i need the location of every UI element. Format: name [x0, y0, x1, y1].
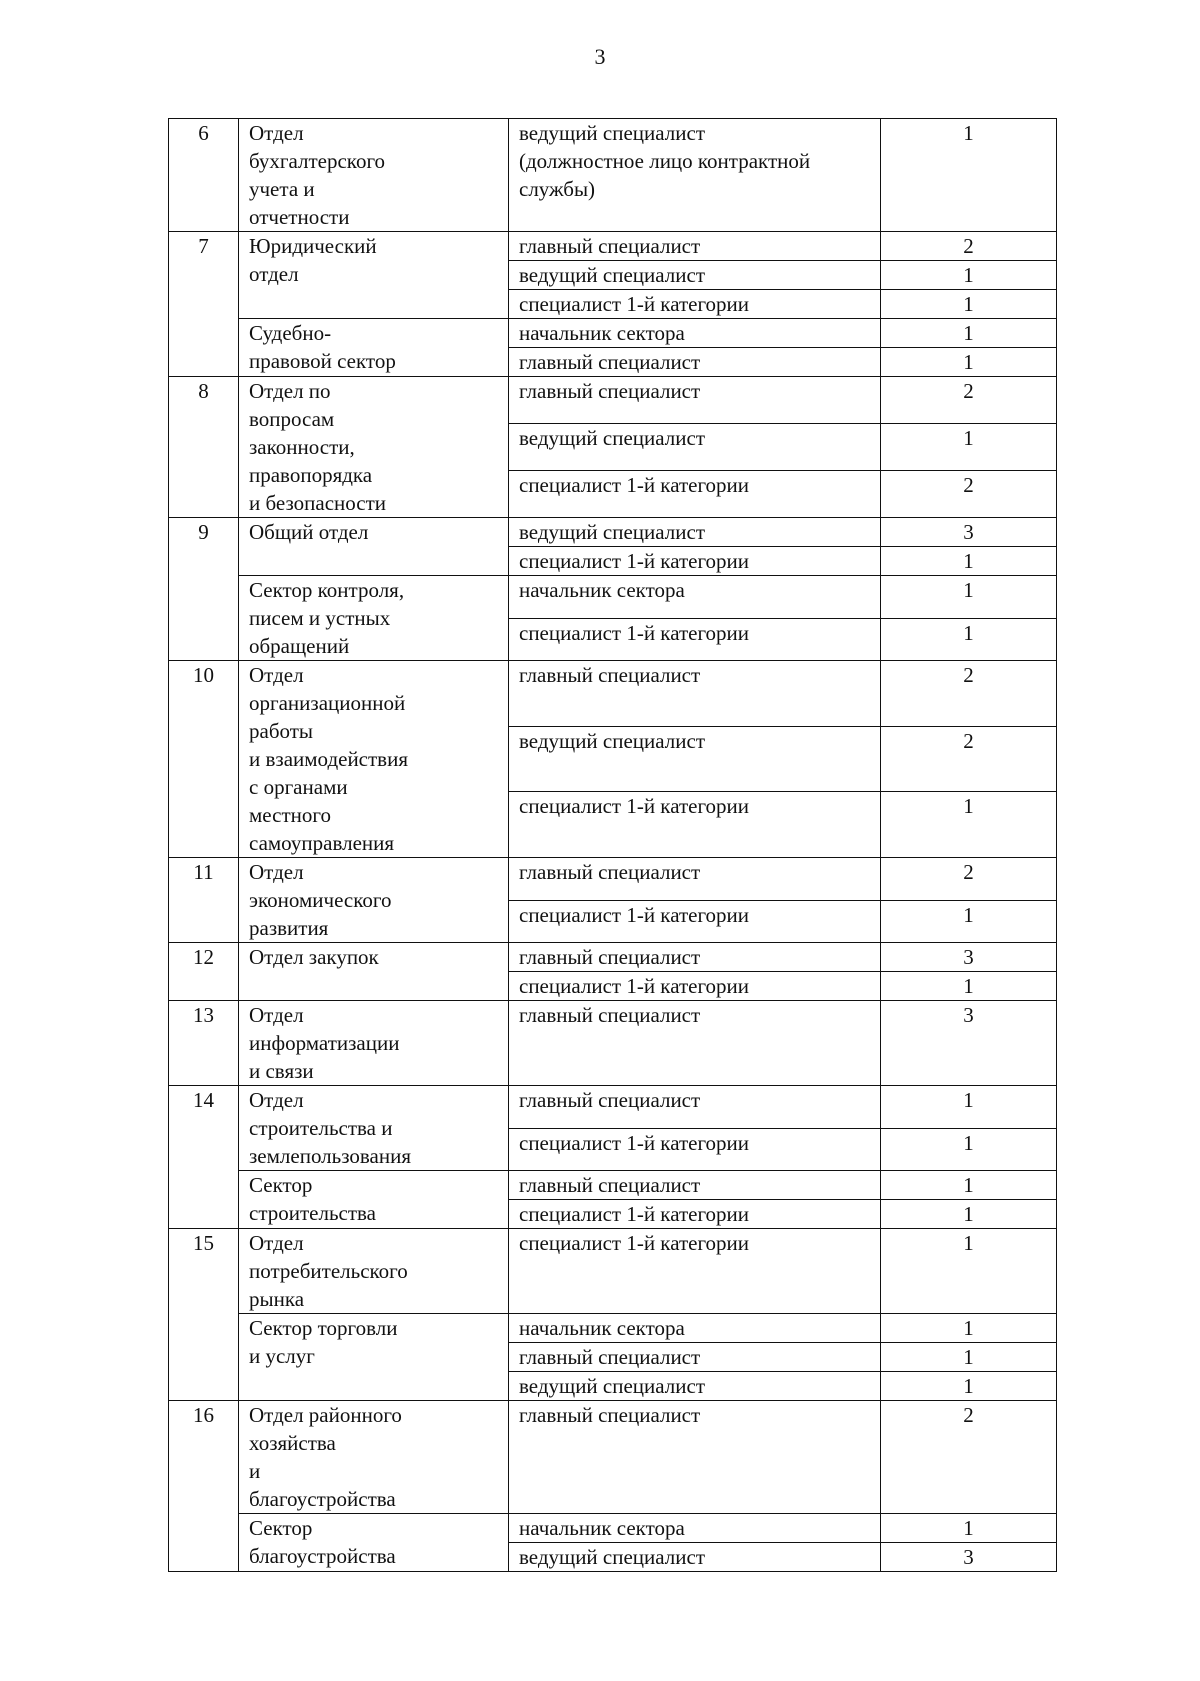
- row-number: 16: [169, 1401, 239, 1572]
- department-name: Отдел экономического развития: [239, 858, 509, 943]
- position-count: 1: [881, 618, 1057, 661]
- position-title: специалист 1-й категории: [509, 1128, 881, 1171]
- table-row: [169, 858, 1057, 901]
- position-title: начальник сектора: [509, 1314, 881, 1343]
- table-row: [169, 1086, 1057, 1129]
- department-name: Судебно- правовой сектор: [239, 319, 509, 377]
- table-row: [169, 1314, 1057, 1343]
- row-number: 8: [169, 377, 239, 518]
- position-count: 3: [881, 1001, 1057, 1086]
- position-title: главный специалист: [509, 943, 881, 972]
- position-count: 1: [881, 290, 1057, 319]
- position-title: специалист 1-й категории: [509, 792, 881, 858]
- position-title: ведущий специалист (должностное лицо контрактной службы): [509, 119, 881, 232]
- table-row: [169, 377, 1057, 424]
- position-title: ведущий специалист: [509, 261, 881, 290]
- department-name: Юридический отдел: [239, 232, 509, 319]
- position-title: специалист 1-й категории: [509, 290, 881, 319]
- position-count: 1: [881, 972, 1057, 1001]
- department-name: Отдел по вопросам законности, правопорядка и безопасности: [239, 377, 509, 518]
- position-title: главный специалист: [509, 1343, 881, 1372]
- department-name: Отдел информатизации и связи: [239, 1001, 509, 1086]
- table-row: [169, 518, 1057, 547]
- staffing-table-body: [169, 119, 1057, 1572]
- table-row: [169, 576, 1057, 619]
- position-count: 2: [881, 232, 1057, 261]
- position-title: специалист 1-й категории: [509, 618, 881, 661]
- table-row: [169, 943, 1057, 972]
- department-name: Отдел бухгалтерского учета и отчетности: [239, 119, 509, 232]
- position-title: специалист 1-й категории: [509, 1229, 881, 1314]
- position-title: специалист 1-й категории: [509, 1200, 881, 1229]
- page-number: 3: [594, 44, 606, 69]
- table-row: [169, 1514, 1057, 1543]
- position-count: 1: [881, 319, 1057, 348]
- row-number: 11: [169, 858, 239, 943]
- position-count: 1: [881, 1372, 1057, 1401]
- table-row: [169, 119, 1057, 232]
- position-title: ведущий специалист: [509, 424, 881, 471]
- department-name: Общий отдел: [239, 518, 509, 576]
- position-count: 2: [881, 858, 1057, 901]
- table-row: [169, 232, 1057, 261]
- department-name: Сектор контроля, писем и устных обращений: [239, 576, 509, 661]
- position-title: специалист 1-й категории: [509, 471, 881, 518]
- position-count: 1: [881, 1128, 1057, 1171]
- table-row: [169, 1401, 1057, 1514]
- position-count: 1: [881, 547, 1057, 576]
- department-name: Сектор благоустройства: [239, 1514, 509, 1572]
- position-count: 3: [881, 518, 1057, 547]
- department-name: Сектор строительства: [239, 1171, 509, 1229]
- row-number: 6: [169, 119, 239, 232]
- table-row: [169, 661, 1057, 727]
- position-title: главный специалист: [509, 377, 881, 424]
- position-count: 1: [881, 1171, 1057, 1200]
- row-number: 9: [169, 518, 239, 661]
- position-title: главный специалист: [509, 1086, 881, 1129]
- row-number: 10: [169, 661, 239, 858]
- position-title: начальник сектора: [509, 319, 881, 348]
- department-name: Отдел строительства и землепользования: [239, 1086, 509, 1171]
- table-row: [169, 1001, 1057, 1086]
- department-name: Сектор торговли и услуг: [239, 1314, 509, 1401]
- position-title: специалист 1-й категории: [509, 547, 881, 576]
- row-number: 13: [169, 1001, 239, 1086]
- position-count: 1: [881, 1514, 1057, 1543]
- position-title: начальник сектора: [509, 576, 881, 619]
- position-count: 1: [881, 900, 1057, 943]
- position-title: специалист 1-й категории: [509, 972, 881, 1001]
- position-count: 1: [881, 792, 1057, 858]
- position-count: 2: [881, 1401, 1057, 1514]
- position-count: 1: [881, 1200, 1057, 1229]
- position-title: главный специалист: [509, 661, 881, 727]
- department-name: Отдел районного хозяйства и благоустройства: [239, 1401, 509, 1514]
- staffing-table: [168, 118, 1057, 1572]
- position-title: главный специалист: [509, 1401, 881, 1514]
- position-title: ведущий специалист: [509, 726, 881, 792]
- table-row: [169, 1171, 1057, 1200]
- position-title: специалист 1-й категории: [509, 900, 881, 943]
- row-number: 14: [169, 1086, 239, 1229]
- position-count: 1: [881, 1229, 1057, 1314]
- position-count: 1: [881, 1314, 1057, 1343]
- position-title: начальник сектора: [509, 1514, 881, 1543]
- position-count: 3: [881, 943, 1057, 972]
- position-count: 2: [881, 471, 1057, 518]
- position-title: ведущий специалист: [509, 1372, 881, 1401]
- position-count: 2: [881, 377, 1057, 424]
- table-row: [169, 1229, 1057, 1314]
- department-name: Отдел потребительского рынка: [239, 1229, 509, 1314]
- position-count: 3: [881, 1543, 1057, 1572]
- position-title: главный специалист: [509, 232, 881, 261]
- position-count: 1: [881, 119, 1057, 232]
- department-name: Отдел закупок: [239, 943, 509, 1001]
- position-title: ведущий специалист: [509, 1543, 881, 1572]
- position-title: главный специалист: [509, 1171, 881, 1200]
- position-title: ведущий специалист: [509, 518, 881, 547]
- row-number: 12: [169, 943, 239, 1001]
- department-name: Отдел организационной работы и взаимодействия с органами местного самоуправления: [239, 661, 509, 858]
- position-count: 1: [881, 261, 1057, 290]
- position-count: 1: [881, 1086, 1057, 1129]
- position-title: главный специалист: [509, 348, 881, 377]
- position-count: 1: [881, 576, 1057, 619]
- row-number: 15: [169, 1229, 239, 1401]
- row-number: 7: [169, 232, 239, 377]
- position-count: 2: [881, 726, 1057, 792]
- position-count: 1: [881, 1343, 1057, 1372]
- position-title: главный специалист: [509, 858, 881, 901]
- position-count: 1: [881, 348, 1057, 377]
- position-title: главный специалист: [509, 1001, 881, 1086]
- table-row: [169, 319, 1057, 348]
- position-count: 1: [881, 424, 1057, 471]
- position-count: 2: [881, 661, 1057, 727]
